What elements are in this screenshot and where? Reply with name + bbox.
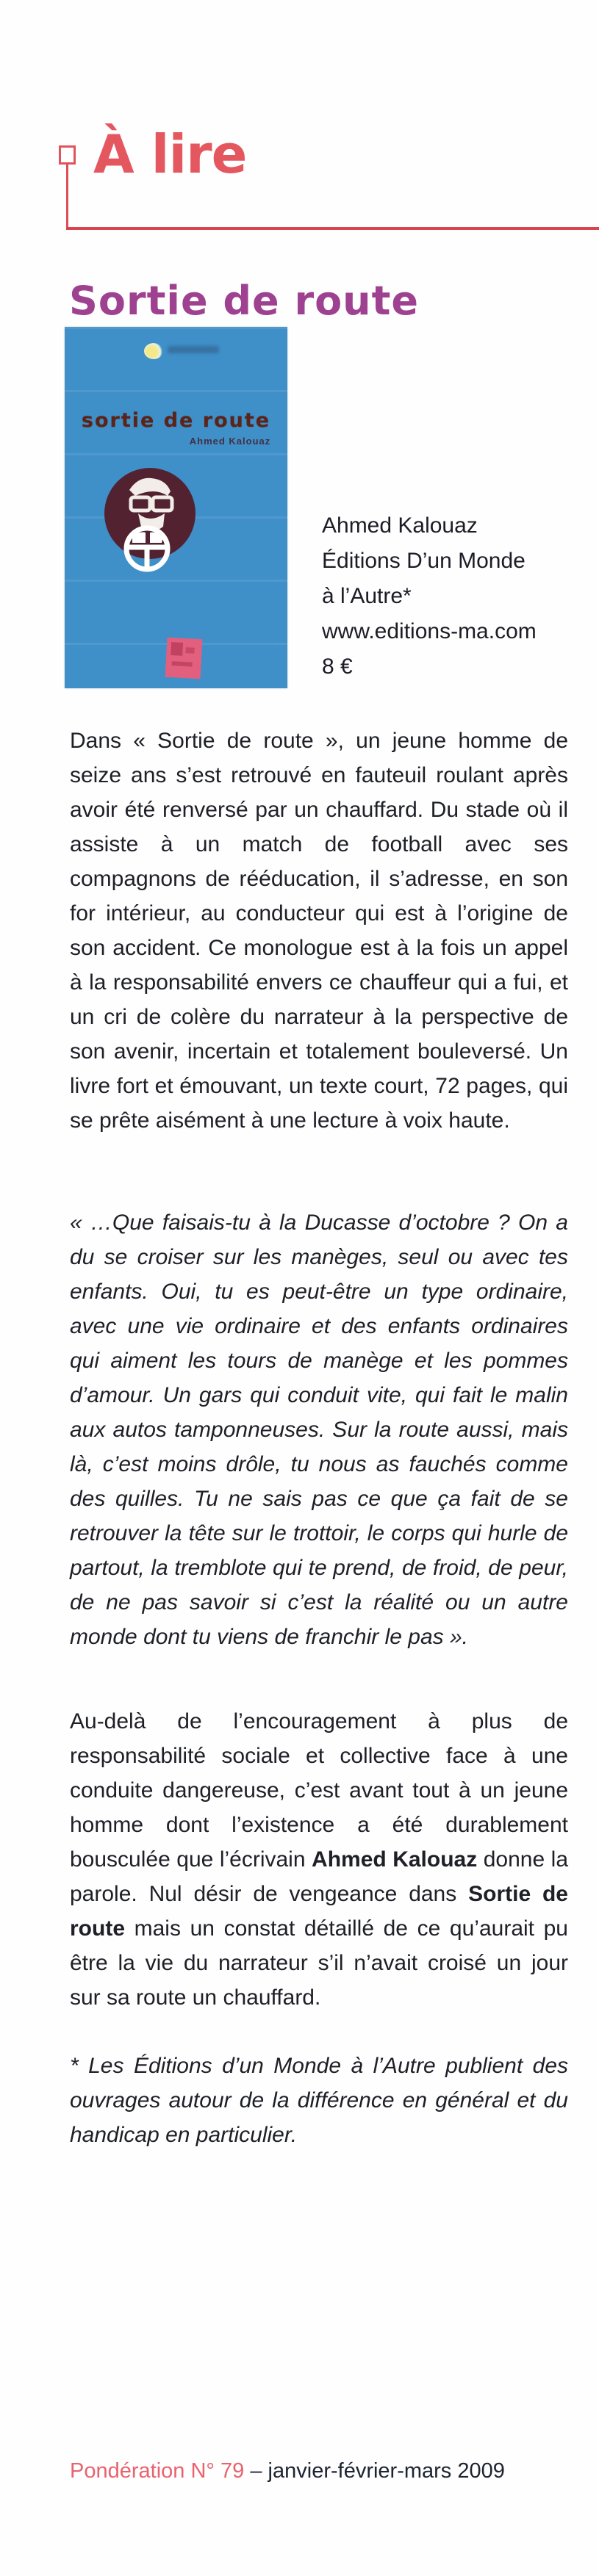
footer-magazine-title: Pondération N° 79 [70, 2459, 245, 2483]
info-author: Ahmed Kalouaz [322, 513, 478, 538]
face-steering-wheel-illustration [103, 465, 197, 579]
section-header: À lire [93, 123, 247, 185]
article-title: Sortie de route [69, 278, 420, 324]
book-title-bold: Sortie de route [70, 1882, 568, 1941]
publisher-logo-icon [144, 343, 163, 359]
footnote: * Les Éditions d’un Monde à l’Autre publient des ouvrages autour de la différence en général et du handicap en particulier. [70, 2054, 568, 2147]
sticker-mark [171, 661, 192, 666]
book-cover-image [65, 327, 287, 688]
price-sticker [165, 638, 203, 679]
book-info-block [322, 508, 587, 685]
section-rule-horizontal [66, 227, 599, 230]
info-price: 8 € [322, 654, 353, 679]
quote-paragraph: « …Que faisais-tu à la Ducasse d’octobre ? On a du se croiser sur les manèges, seul ou avec tes enfants. Oui, tu es peut-être un type ordinaire, avec une vie ordinaire et des enfants ordinaires qui aiment les tours de manège et les pommes d’amour. Un gars qui conduit vite, qui fait le malin aux autos tamponneuses. Sur la route aussi, mais là, c’est moins drôle, tu nous as fauchés comme des quilles. Tu ne sais pas ce que ça fait de se retrouver la tête sur le trottoir, le corps qui hurle de partout, la tremblote qui te prend, de froid, de peur, de ne pas savoir si c’est la réalité ou un autre monde dont tu viens de franchir le pas ». [70, 1211, 568, 1649]
article-body [70, 724, 568, 2152]
analysis-paragraph [70, 1704, 568, 2015]
publisher-logo-text-smudge [168, 346, 219, 353]
analysis-text: Au-delà de l’encouragement à plus de responsabilité sociale et collective face à une conduite dangereuse, c’est avant tout à un jeune homme dont l’existence a été durablement bousculée que l’écrivain [70, 1709, 568, 1872]
sticker-mark [171, 642, 183, 656]
info-publisher-line1: Éditions D’un Monde [322, 549, 526, 573]
cover-title: sortie de route [81, 409, 271, 432]
sticker-mark [185, 647, 194, 654]
author-name-bold: Ahmed Kalouaz [312, 1847, 478, 1872]
page-footer [70, 2459, 505, 2483]
info-publisher-line2: à l’Autre* [322, 584, 412, 608]
section-rule-vertical [66, 162, 68, 228]
analysis-text: donne la parole. Nul désir de vengeance dans [70, 1847, 568, 1906]
info-website: www.editions-ma.com [322, 619, 537, 643]
cover-author: Ahmed Kalouaz [189, 436, 271, 447]
review-paragraph: Dans « Sortie de route », un jeune homme de seize ans s’est retrouvé en fauteuil roulant après avoir été renversé par un chauffard. Du stade où il assiste à un match de football avec ses compagnons de rééducation, il s’adresse, en son for intérieur, au conducteur qui est à l’origine de son accident. Ce monologue est à la fois un appel à la responsabilité envers ce chauffeur qui a fui, et un cri de colère du narrateur à la perspective de son avenir, incertain et totalement bouleversé. Un livre fort et émouvant, un texte court, 72 pages, qui se prête aisément à une lecture à voix haute. [70, 729, 568, 1133]
footer-issue-date: – janvier-février-mars 2009 [244, 2459, 505, 2483]
analysis-text: mais un constat détaillé de ce qu’aurait pu être la vie du narrateur s’il n’avait croisé un jour sur sa route un chauffard. [70, 1916, 568, 2010]
